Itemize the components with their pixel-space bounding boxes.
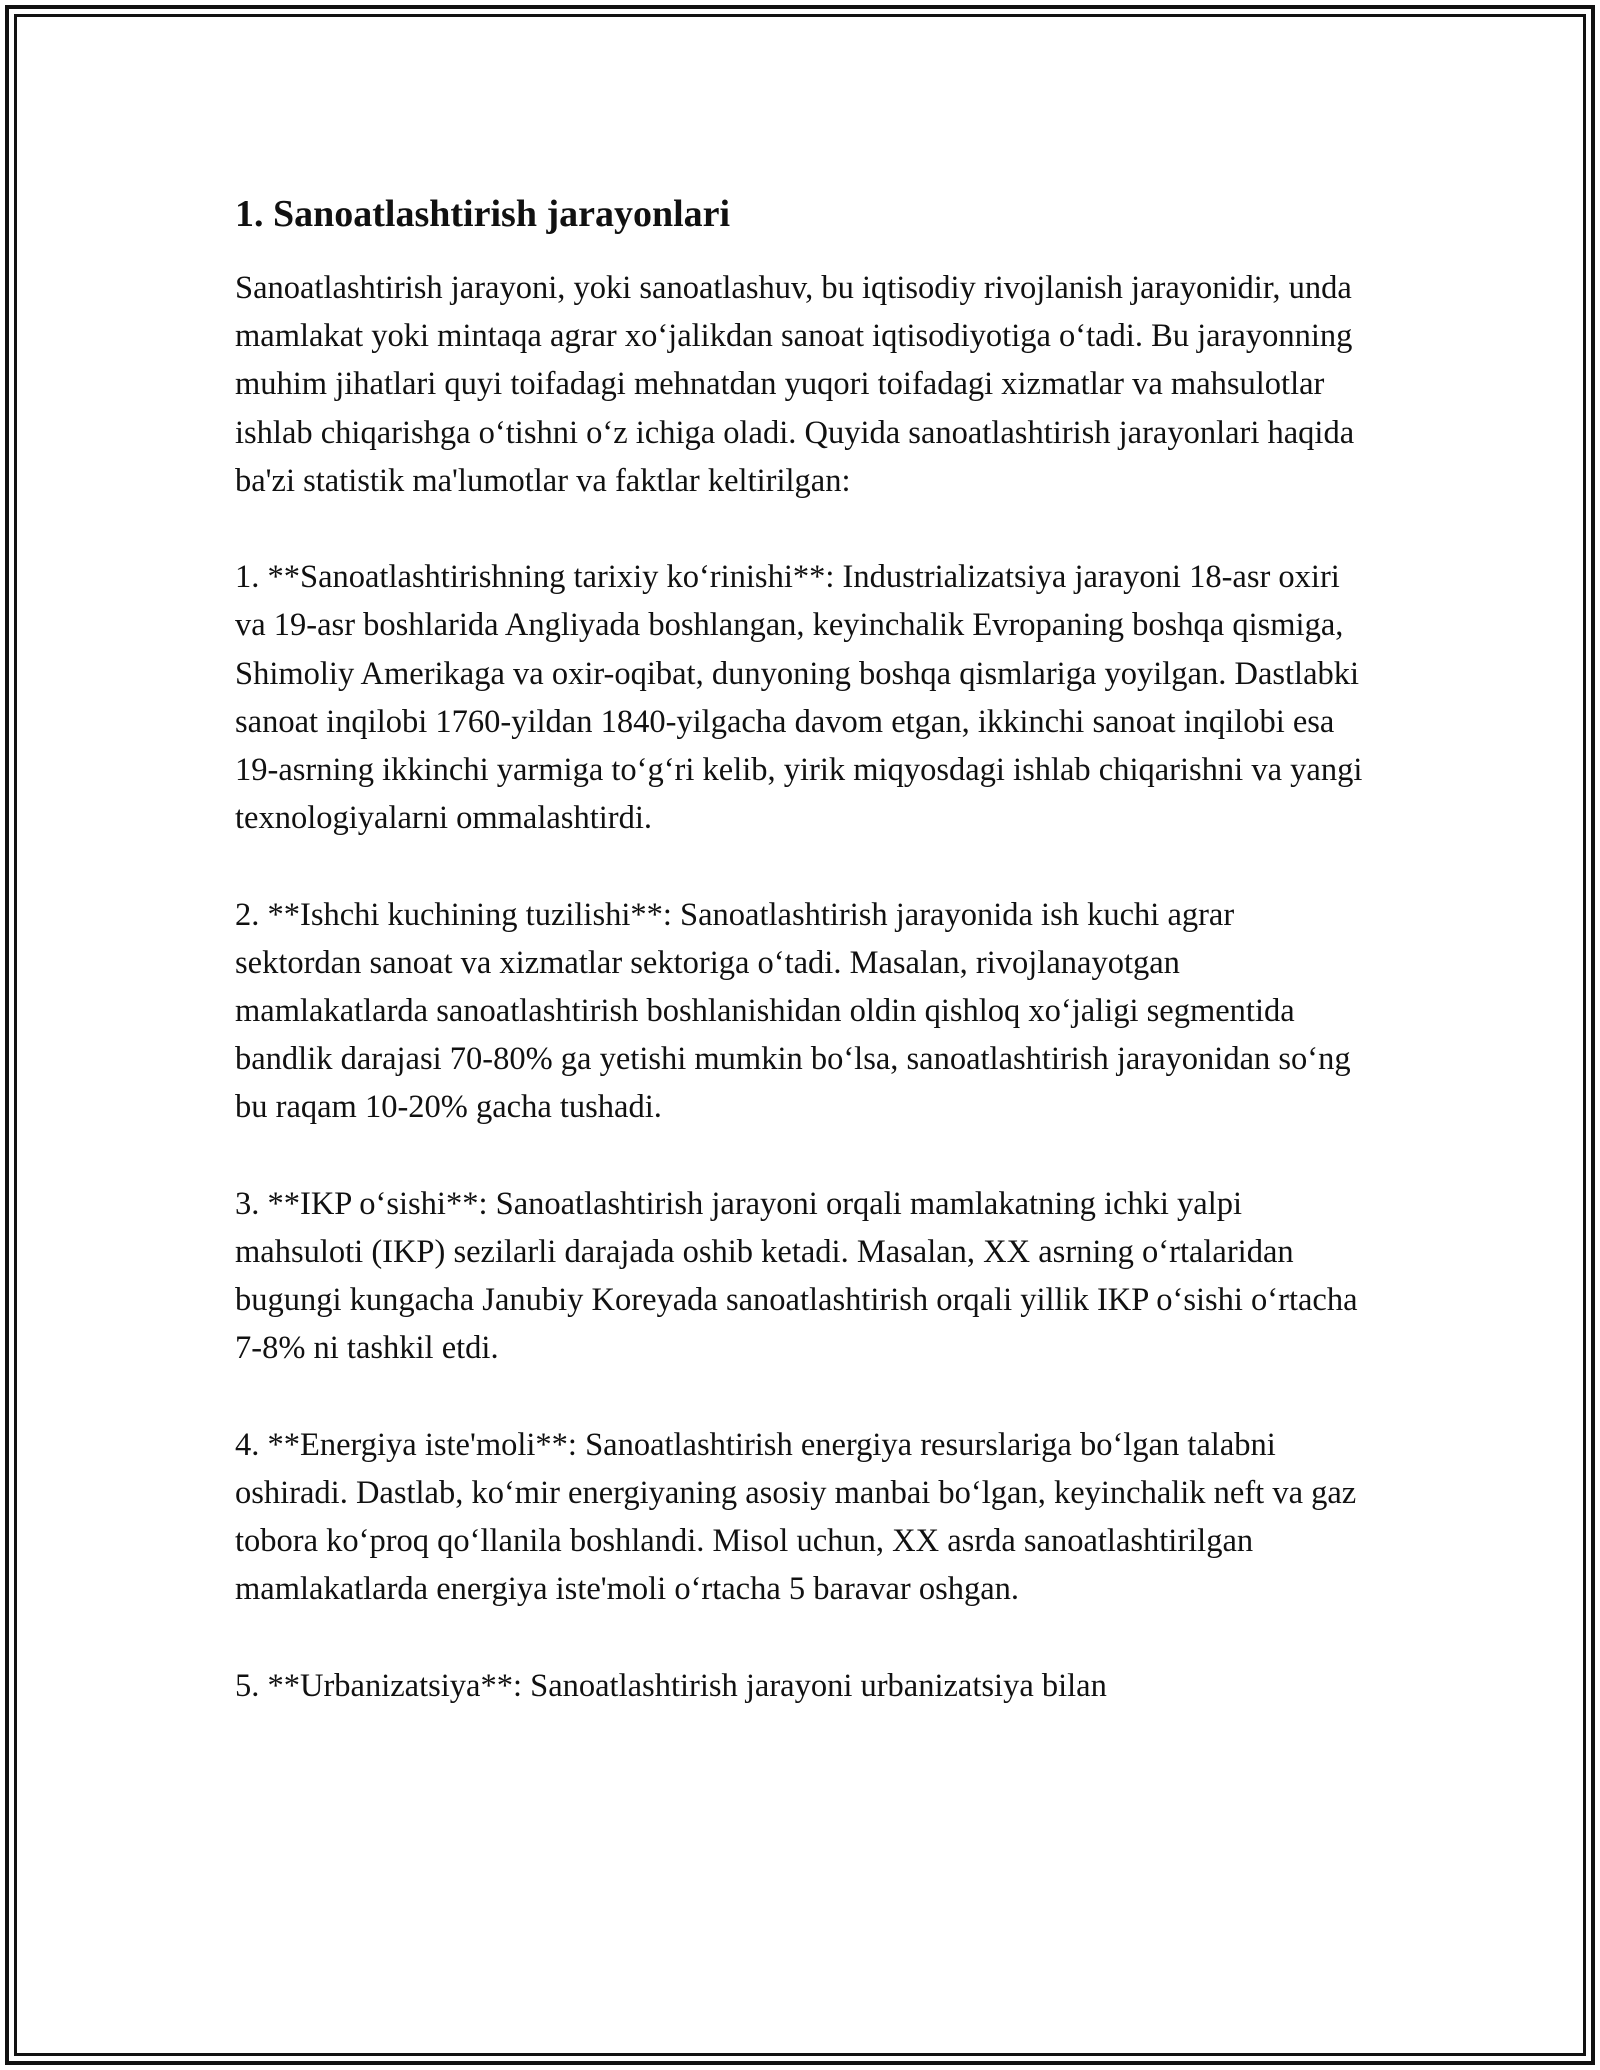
list-item-labor-structure: 2. **Ishchi kuchining tuzilishi**: Sanoatlashtirish jarayonida ish kuchi agrar sektordan sanoat va xizmatlar sektoriga o‘tadi. Masalan, rivojlanayotgan mamlakatlarda sanoatlashtirish boshlanishidan oldin qishloq xo‘jaligi segmentida bandlik darajasi 70-80% ga yetishi mumkin bo‘lsa, sanoatlashtirish jarayonidan so‘ng bu raqam 10-20% gacha tushadi. xyxy=(235,896,1351,1126)
list-item-gdp-growth: 3. **IKP o‘sishi**: Sanoatlashtirish jarayoni orqali mamlakatning ichki yalpi mahsuloti (IKP) sezilarli darajada oshib ketadi. Masalan, XX asrning o‘rtalaridan bugungi kungacha Janubiy Koreyada sanoatlashtirish orqali yillik IKP o‘sishi o‘rtacha 7-8% ni tashkil etdi. xyxy=(235,1185,1358,1367)
list-item-urbanization: 5. **Urbanizatsiya**: Sanoatlashtirish jarayoni urbanizatsiya bilan xyxy=(235,1667,1107,1704)
intro-paragraph: Sanoatlashtirish jarayoni, yoki sanoatlashuv, bu iqtisodiy rivojlanish jarayonidir, unda mamlakat yoki mintaqa agrar xo‘jalikdan sanoat iqtisodiyotiga o‘tadi. Bu jarayonning muhim jihatlari quyi toifadagi mehnatdan yuqori toifadagi xizmatlar va mahsulotlar ishlab chiqarishga o‘tishni o‘z ichiga oladi. Quyida sanoatlashtirish jarayonlari haqida ba'zi statistik ma'lumotlar va faktlar keltirilgan: xyxy=(235,270,1355,499)
section-heading: 1. Sanoatlashtirish jarayonlari xyxy=(235,193,731,235)
list-item-historical-view: 1. **Sanoatlashtirishning tarixiy ko‘rinishi**: Industrializatsiya jarayoni 18-asr oxiri va 19-asr boshlarida Angliyada boshlangan, keyinchalik Evropaning boshqa qismiga, Shimoliy Amerikaga va oxir-oqibat, dunyoning boshqa qismlariga yoyilgan. Dastlabki sanoat inqilobi 1760-yildan 1840-yilgacha davom etgan, ikkinchi sanoat inqilobi esa 19-asrning ikkinchi yarmiga to‘g‘ri kelib, yirik miqyosdagi ishlab chiqarishni va yangi texnologiyalarni ommalashtirdi. xyxy=(235,559,1363,837)
list-item-energy-consumption: 4. **Energiya iste'moli**: Sanoatlashtirish energiya resurslariga bo‘lgan talabni oshiradi. Dastlab, ko‘mir energiyaning asosiy manbai bo‘lgan, keyinchalik neft va gaz tobora ko‘proq qo‘llanila boshlandi. Misol uchun, XX asrda sanoatlashtirilgan mamlakatlarda energiya iste'moli o‘rtacha 5 baravar oshgan. xyxy=(235,1426,1357,1608)
document-body xyxy=(235,190,1365,1710)
